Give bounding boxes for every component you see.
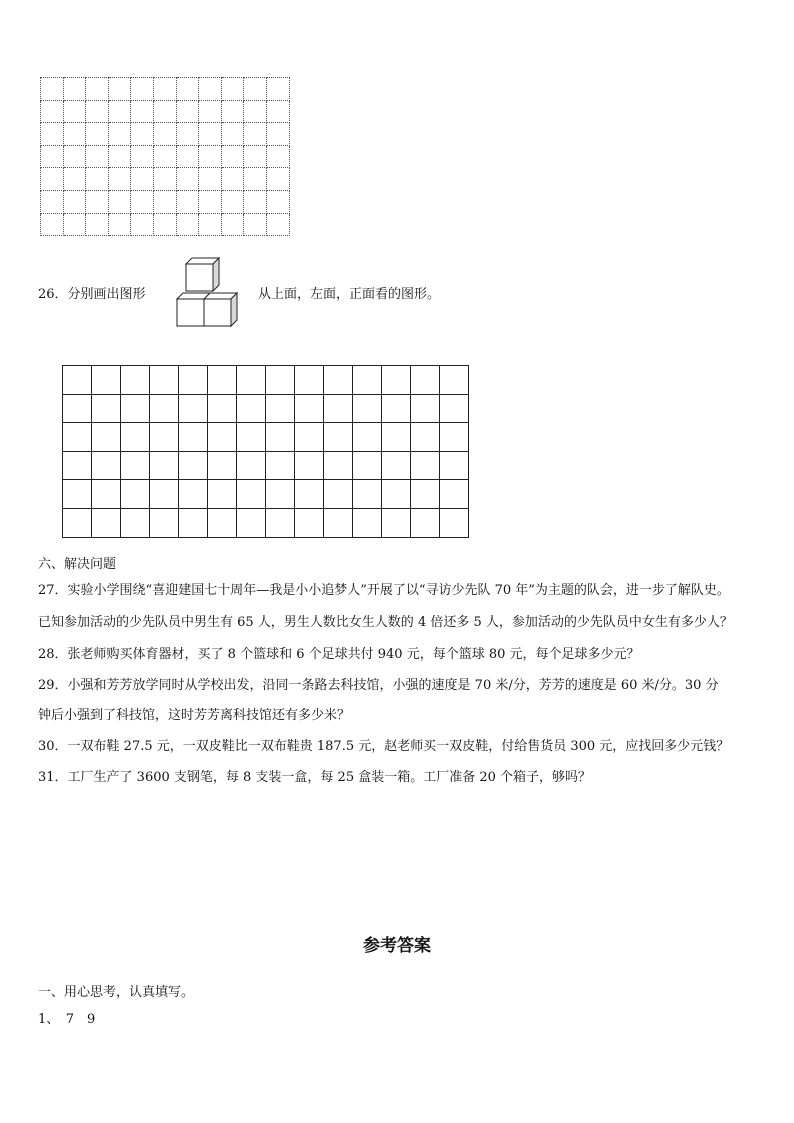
grid-cell	[295, 508, 324, 537]
grid-cell	[266, 366, 295, 395]
solid-drawing-grid	[62, 365, 469, 538]
grid-cell	[199, 123, 222, 146]
grid-cell	[63, 78, 86, 101]
grid-cell	[63, 423, 92, 452]
question-31: 31．工厂生产了 3600 支钢笔，每 8 支装一盒，每 25 盒装一箱。工厂准备 20 个箱子，够吗？	[38, 770, 592, 785]
grid-cell	[179, 394, 208, 423]
grid-cell	[266, 123, 289, 146]
grid-cell	[411, 508, 440, 537]
grid-cell	[382, 366, 411, 395]
grid-cell	[353, 423, 382, 452]
grid-cell	[199, 168, 222, 191]
grid-row	[63, 366, 469, 395]
grid-row	[63, 451, 469, 480]
grid-cell	[121, 508, 150, 537]
grid-cell	[131, 190, 154, 213]
grid-cell	[86, 213, 109, 236]
grid-cell	[153, 168, 176, 191]
grid-cell	[41, 190, 64, 213]
grid-cell	[221, 168, 244, 191]
grid-cell	[382, 451, 411, 480]
grid-cell	[266, 423, 295, 452]
grid-cell	[440, 366, 469, 395]
grid-cell	[150, 394, 179, 423]
grid-cell	[353, 366, 382, 395]
grid-cell	[237, 480, 266, 509]
grid-row	[63, 480, 469, 509]
grid-cell	[237, 451, 266, 480]
grid-cell	[108, 100, 131, 123]
grid-cell	[199, 145, 222, 168]
grid-cell	[266, 451, 295, 480]
grid-cell	[411, 480, 440, 509]
grid-row	[63, 394, 469, 423]
grid-cell	[121, 423, 150, 452]
grid-cell	[131, 123, 154, 146]
grid-cell	[324, 480, 353, 509]
grid-cell	[63, 190, 86, 213]
grid-cell	[208, 423, 237, 452]
grid-cell	[382, 480, 411, 509]
grid-cell	[324, 366, 353, 395]
grid-cell	[63, 508, 92, 537]
grid-cell	[41, 78, 64, 101]
grid-cell	[63, 145, 86, 168]
grid-cell	[324, 423, 353, 452]
grid-cell	[179, 508, 208, 537]
grid-cell	[266, 190, 289, 213]
grid-cell	[92, 480, 121, 509]
answers-title: 参考答案	[363, 936, 431, 956]
grid-cell	[237, 366, 266, 395]
grid-cell	[176, 213, 199, 236]
grid-row	[41, 123, 290, 146]
grid-cell	[266, 145, 289, 168]
grid-cell	[150, 451, 179, 480]
grid-row	[41, 145, 290, 168]
grid-cell	[324, 394, 353, 423]
grid-cell	[86, 100, 109, 123]
grid-cell	[221, 100, 244, 123]
grid-cell	[382, 508, 411, 537]
grid-cell	[121, 394, 150, 423]
question-26-prefix: 26．分别画出图形	[38, 287, 146, 302]
grid-cell	[92, 423, 121, 452]
grid-cell	[411, 423, 440, 452]
grid-cell	[208, 451, 237, 480]
grid-row	[41, 190, 290, 213]
grid-cell	[295, 366, 324, 395]
grid-cell	[86, 78, 109, 101]
grid-cell	[208, 366, 237, 395]
grid-cell	[86, 190, 109, 213]
grid-cell	[295, 480, 324, 509]
grid-cell	[199, 190, 222, 213]
grid-cell	[266, 168, 289, 191]
grid-cell	[266, 394, 295, 423]
answer-1: 1、 7 9	[38, 1012, 96, 1027]
question-27-line-2: 已知参加活动的少先队员中男生有 65 人，男生人数比女生人数的 4 倍还多 5 人，参加活动的少先队员中女生有多少人？	[38, 615, 733, 630]
grid-cell	[63, 100, 86, 123]
grid-cell	[63, 451, 92, 480]
grid-cell	[153, 145, 176, 168]
dotted-drawing-grid	[40, 77, 290, 236]
grid-cell	[108, 213, 131, 236]
grid-cell	[41, 145, 64, 168]
grid-cell	[221, 78, 244, 101]
grid-cell	[41, 100, 64, 123]
grid-cell	[266, 480, 295, 509]
grid-cell	[411, 394, 440, 423]
grid-cell	[176, 145, 199, 168]
grid-row	[41, 78, 290, 101]
grid-cell	[244, 190, 267, 213]
grid-cell	[153, 190, 176, 213]
grid-cell	[176, 123, 199, 146]
grid-cell	[92, 394, 121, 423]
grid-cell	[108, 78, 131, 101]
grid-cell	[153, 100, 176, 123]
question-26-suffix: 从上面，左面，正面看的图形。	[258, 287, 441, 302]
grid-cell	[121, 451, 150, 480]
grid-cell	[92, 508, 121, 537]
grid-cell	[41, 168, 64, 191]
grid-cell	[176, 168, 199, 191]
grid-cell	[150, 423, 179, 452]
grid-row	[41, 213, 290, 236]
grid-cell	[41, 123, 64, 146]
grid-cell	[353, 451, 382, 480]
grid-cell	[244, 123, 267, 146]
answers-section-1: 一、用心思考，认真填写。	[38, 985, 195, 1000]
grid-cell	[266, 213, 289, 236]
question-29-line-2: 钟后小强到了科技馆，这时芳芳离科技馆还有多少米？	[38, 708, 351, 723]
grid-cell	[63, 123, 86, 146]
grid-cell	[221, 190, 244, 213]
grid-cell	[92, 451, 121, 480]
grid-cell	[324, 508, 353, 537]
grid-cell	[63, 480, 92, 509]
grid-cell	[244, 145, 267, 168]
grid-cell	[221, 145, 244, 168]
grid-cell	[179, 451, 208, 480]
grid-cell	[237, 394, 266, 423]
grid-cell	[266, 78, 289, 101]
grid-row	[41, 168, 290, 191]
grid-row	[41, 100, 290, 123]
grid-cell	[199, 213, 222, 236]
section-6-title: 六、解决问题	[38, 557, 117, 572]
grid-row	[63, 508, 469, 537]
grid-cell	[440, 508, 469, 537]
grid-cell	[295, 451, 324, 480]
grid-cell	[150, 508, 179, 537]
grid-cell	[131, 78, 154, 101]
grid-cell	[86, 168, 109, 191]
grid-cell	[86, 145, 109, 168]
grid-cell	[237, 508, 266, 537]
question-27-line-1: 27．实验小学围绕“喜迎建国七十周年—我是小小追梦人”开展了以“寻访少先队 70 年”为主题的队会，进一步了解队史。	[38, 583, 730, 598]
grid-cell	[63, 213, 86, 236]
grid-cell	[63, 168, 86, 191]
grid-cell	[86, 123, 109, 146]
grid-cell	[411, 366, 440, 395]
grid-cell	[353, 480, 382, 509]
grid-cell	[440, 423, 469, 452]
grid-cell	[63, 366, 92, 395]
grid-cell	[440, 480, 469, 509]
grid-cell	[199, 100, 222, 123]
grid-cell	[199, 78, 222, 101]
cube-top	[186, 258, 219, 291]
grid-cell	[353, 508, 382, 537]
grid-cell	[208, 508, 237, 537]
grid-cell	[121, 480, 150, 509]
grid-cell	[440, 451, 469, 480]
cube-bottom-right	[204, 293, 237, 326]
grid-cell	[176, 78, 199, 101]
grid-cell	[153, 213, 176, 236]
grid-cell	[295, 394, 324, 423]
grid-cell	[221, 213, 244, 236]
grid-cell	[92, 366, 121, 395]
grid-cell	[179, 480, 208, 509]
grid-cell	[244, 100, 267, 123]
grid-cell	[244, 168, 267, 191]
grid-cell	[353, 394, 382, 423]
grid-cell	[63, 394, 92, 423]
grid-cell	[131, 100, 154, 123]
grid-cell	[266, 508, 295, 537]
grid-cell	[108, 168, 131, 191]
grid-cell	[266, 100, 289, 123]
grid-cell	[208, 394, 237, 423]
grid-cell	[324, 451, 353, 480]
grid-cell	[208, 480, 237, 509]
grid-cell	[176, 190, 199, 213]
grid-cell	[108, 123, 131, 146]
grid-cell	[150, 480, 179, 509]
grid-cell	[382, 394, 411, 423]
grid-cell	[244, 78, 267, 101]
grid-cell	[131, 168, 154, 191]
question-28: 28．张老师购买体育器材，买了 8 个篮球和 6 个足球共付 940 元，每个篮球 80 元，每个足球多少元？	[38, 647, 640, 662]
question-29-line-1: 29．小强和芳芳放学同时从学校出发，沿同一条路去科技馆，小强的速度是 70 米/分，芳芳的速度是 60 米/分。30 分	[38, 678, 719, 693]
grid-cell	[41, 213, 64, 236]
grid-cell	[121, 366, 150, 395]
grid-cell	[179, 423, 208, 452]
grid-cell	[411, 451, 440, 480]
grid-cell	[150, 366, 179, 395]
grid-cell	[295, 423, 324, 452]
grid-cell	[440, 394, 469, 423]
grid-cell	[108, 145, 131, 168]
grid-cell	[237, 423, 266, 452]
grid-cell	[382, 423, 411, 452]
grid-cell	[244, 213, 267, 236]
grid-cell	[131, 145, 154, 168]
grid-cell	[108, 190, 131, 213]
grid-cell	[131, 213, 154, 236]
grid-cell	[176, 100, 199, 123]
grid-cell	[221, 123, 244, 146]
question-30: 30．一双布鞋 27.5 元，一双皮鞋比一双布鞋贵 187.5 元，赵老师买一双皮鞋，付给售货员 300 元，应找回多少元钱？	[38, 739, 730, 754]
grid-cell	[179, 366, 208, 395]
grid-cell	[153, 78, 176, 101]
grid-cell	[153, 123, 176, 146]
grid-row	[63, 423, 469, 452]
cube-figure	[174, 256, 246, 328]
